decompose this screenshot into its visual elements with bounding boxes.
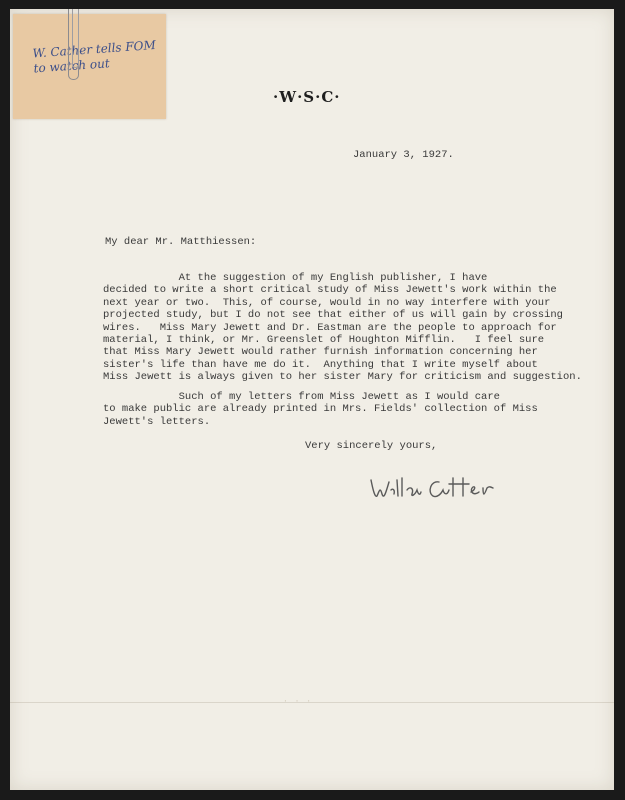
letter-paragraph-1: At the suggestion of my English publisher, I have decided to write a short critical study of Miss Jewett's work within the next year or two. This, of course, would in no way interfere with your projected study, but I do not see that either of us will gain by crossing wires. Miss Mary Jewett and Dr. Eastman are the people to approach for material, I think, or Mr. Greenslet of Houghton Mifflin. I feel sure that Miss Mary Jewett would rather furnish information concerning her sister's life than have me do it. Anything that I write myself about Miss Jewett is always given to her sister Mary for criticism and suggestion.	[103, 272, 582, 384]
faint-stamp-mark: · · ·	[283, 697, 313, 706]
letter-date: January 3, 1927.	[353, 149, 454, 161]
letterhead-monogram: ·W·S·C·	[273, 88, 341, 106]
signature-image	[365, 472, 535, 506]
letter-paragraph-2: Such of my letters from Miss Jewett as I would care to make public are already printed in Mrs. Fields' collection of Miss Jewett's letters.	[103, 391, 538, 428]
letter-page	[10, 9, 614, 790]
attached-note	[13, 14, 166, 119]
letter-salutation: My dear Mr. Matthiessen:	[105, 236, 257, 248]
handwritten-note-text: W. Cather tells FOM to watch out	[32, 37, 157, 76]
paper-clip-inner-icon	[72, 9, 79, 68]
letter-closing: Very sincerely yours,	[305, 440, 438, 452]
